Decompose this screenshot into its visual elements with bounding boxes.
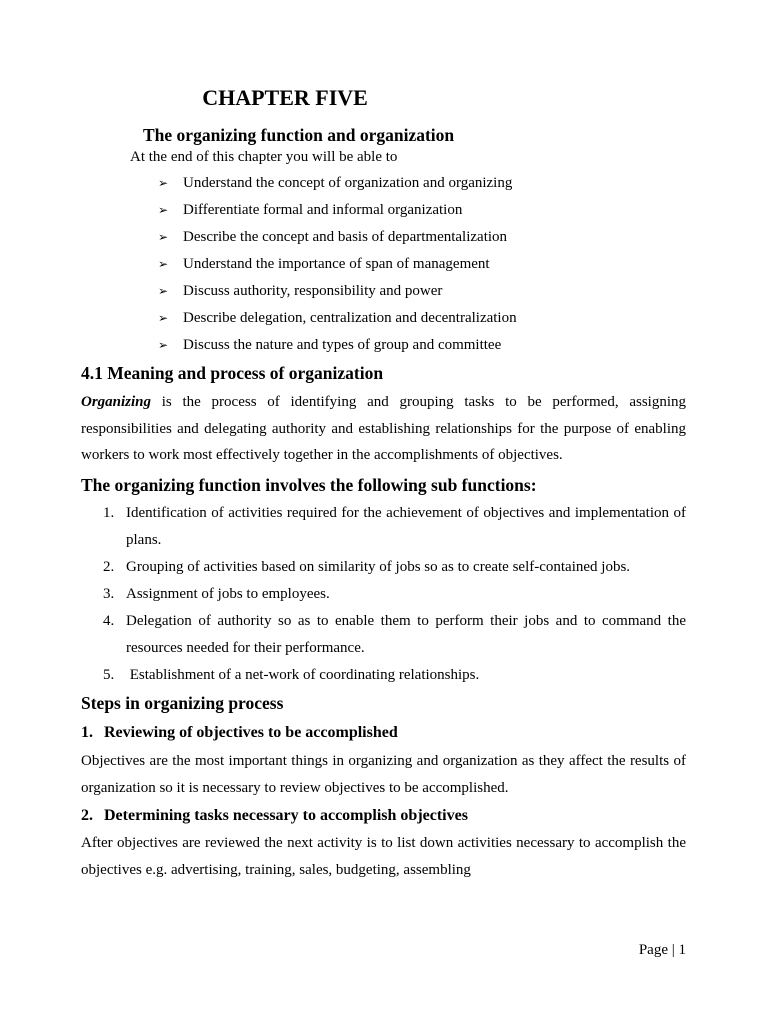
- objective-text: Describe the concept and basis of departmentalization: [183, 229, 508, 245]
- arrow-bullet-icon: ➢: [158, 203, 169, 217]
- sub-functions-list: [81, 500, 686, 689]
- objective-item: [158, 332, 517, 359]
- arrow-bullet-icon: ➢: [158, 257, 169, 271]
- arrow-bullet-icon: ➢: [158, 230, 169, 244]
- objective-text: Discuss the nature and types of group and committee: [183, 337, 502, 353]
- item-number: 4.: [103, 613, 115, 629]
- objectives-intro: At the end of this chapter you will be able to: [130, 149, 398, 165]
- step-title: Determining tasks necessary to accomplish objectives: [104, 807, 468, 824]
- step-heading: [81, 805, 468, 827]
- arrow-bullet-icon: ➢: [158, 311, 169, 325]
- objective-item: [158, 224, 517, 251]
- definition-text: is the process of identifying and grouping tasks to be performed, assigning responsibilities and delegating authority and establishing relationships for the purpose of enabling workers to work most effectively together in the accomplishments of objectives.: [81, 394, 686, 464]
- organizing-definition: [81, 389, 686, 469]
- chapter-title: CHAPTER FIVE: [202, 85, 368, 110]
- objective-text: Describe delegation, centralization and decentralization: [183, 310, 517, 326]
- page-number: Page | 1: [638, 942, 686, 958]
- sub-functions-heading: The organizing function involves the following sub functions:: [81, 475, 537, 495]
- list-item: [81, 500, 686, 554]
- arrow-bullet-icon: ➢: [158, 338, 169, 352]
- item-number: 5.: [103, 667, 115, 683]
- list-item: [81, 662, 686, 689]
- arrow-bullet-icon: ➢: [158, 284, 169, 298]
- step-heading: [81, 722, 398, 744]
- list-item: [81, 554, 686, 581]
- chapter-subtitle: The organizing function and organization: [143, 125, 455, 145]
- objective-item: [158, 170, 517, 197]
- list-item: [81, 608, 686, 662]
- list-item: [81, 581, 686, 608]
- objective-item: [158, 305, 517, 332]
- item-text: Assignment of jobs to employees.: [126, 586, 330, 602]
- objective-text: Understand the concept of organization and organizing: [183, 175, 513, 191]
- item-number: 2.: [103, 559, 115, 575]
- step-body: After objectives are reviewed the next activity is to list down activities necessary to accomplish the objectives e.g. advertising, training, sales, budgeting, assembling: [81, 835, 686, 878]
- item-text: Delegation of authority so as to enable them to perform their jobs and to command the resources needed for their performance.: [126, 613, 686, 656]
- objective-text: Differentiate formal and informal organization: [183, 202, 463, 218]
- objective-item: [158, 278, 517, 305]
- step-title: Reviewing of objectives to be accomplished: [104, 724, 398, 741]
- defined-term: Organizing: [81, 394, 152, 410]
- objective-text: Understand the importance of span of management: [183, 256, 490, 272]
- steps-heading: Steps in organizing process: [81, 693, 284, 713]
- objective-item: [158, 197, 517, 224]
- item-text: Establishment of a net-work of coordinating relationships.: [126, 667, 480, 683]
- section-heading-meaning: 4.1 Meaning and process of organization: [81, 363, 384, 383]
- step-number: 2.: [81, 807, 93, 824]
- item-text: Identification of activities required for the achievement of objectives and implementation of plans.: [126, 505, 686, 548]
- step-body: Objectives are the most important things in organizing and organization as they affect the results of organization so it is necessary to review objectives to be accomplished.: [81, 753, 686, 796]
- item-text: Grouping of activities based on similarity of jobs so as to create self-contained jobs.: [126, 559, 631, 575]
- arrow-bullet-icon: ➢: [158, 176, 169, 190]
- objectives-list: [158, 170, 517, 359]
- step-number: 1.: [81, 724, 93, 741]
- item-number: 3.: [103, 586, 115, 602]
- item-number: 1.: [103, 505, 115, 521]
- objective-item: [158, 251, 517, 278]
- objective-text: Discuss authority, responsibility and power: [183, 283, 443, 299]
